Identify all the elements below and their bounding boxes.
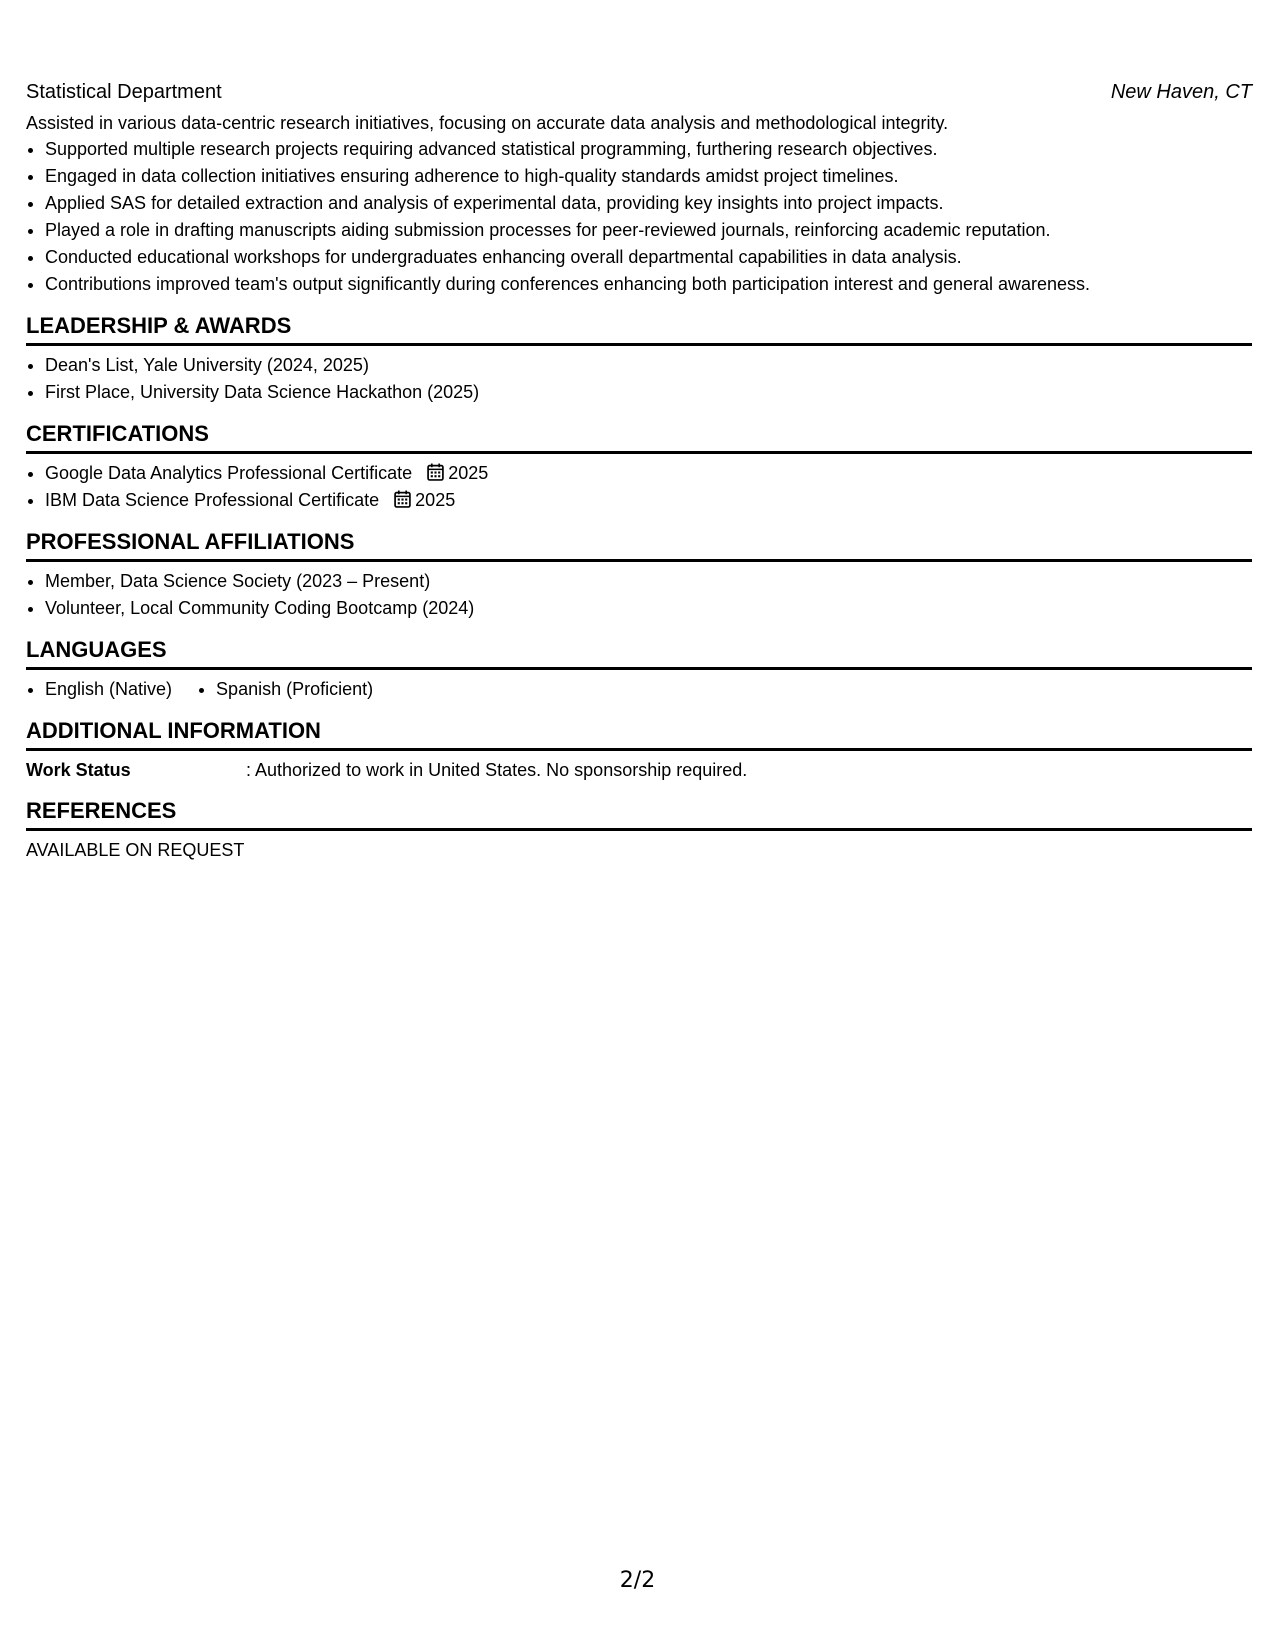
leadership-list (26, 352, 1252, 406)
affiliation-item: • Member, Data Science Society (2023 – Present) (45, 568, 1252, 595)
references-text: AVAILABLE ON REQUEST (26, 840, 245, 860)
certification-name: IBM Data Science Professional Certificate (45, 490, 380, 510)
calendar-icon (394, 490, 411, 508)
certification-item (45, 460, 1252, 487)
certification-year: 2025 (415, 490, 456, 510)
certification-year: 2025 (448, 463, 489, 483)
resume-page (26, 78, 1252, 863)
leadership-item: • First Place, University Data Science Hackathon (2025) (45, 379, 1252, 406)
certification-item (45, 487, 1252, 514)
affiliations-list (26, 568, 1252, 622)
job-bullet: • Engaged in data collection initiatives ensuring adherence to high-quality standards amidst project timelines. (45, 163, 1252, 190)
work-status-label: Work Status (26, 760, 131, 780)
certifications-heading: CERTIFICATIONS (26, 420, 1252, 454)
job-summary: Assisted in various data-centric research initiatives, focusing on accurate data analysis and methodological integrity. (26, 113, 949, 133)
language-item: • English (Native) (45, 676, 172, 703)
additional-info-heading: ADDITIONAL INFORMATION (26, 717, 1252, 751)
language-item: • Spanish (Proficient) (216, 676, 373, 703)
job-bullet: • Applied SAS for detailed extraction and analysis of experimental data, providing key insights into project impacts. (45, 190, 1252, 217)
job-bullets (26, 136, 1252, 298)
job-header (26, 78, 1252, 106)
languages-heading: LANGUAGES (26, 636, 1252, 670)
languages-list (26, 676, 1252, 703)
job-department: Statistical Department (26, 81, 222, 103)
leadership-heading: LEADERSHIP & AWARDS (26, 312, 1252, 346)
job-bullet: • Played a role in drafting manuscripts aiding submission processes for peer-reviewed journals, reinforcing academic reputation. (45, 217, 1252, 244)
affiliations-heading: PROFESSIONAL AFFILIATIONS (26, 528, 1252, 562)
certification-name: Google Data Analytics Professional Certificate (45, 463, 413, 483)
job-bullet: • Contributions improved team's output significantly during conferences enhancing both participation interest and general awareness. (45, 271, 1252, 298)
references-heading: REFERENCES (26, 797, 1252, 831)
job-bullet: • Conducted educational workshops for undergraduates enhancing overall departmental capabilities in data analysis. (45, 244, 1252, 271)
certifications-list (26, 460, 1252, 514)
work-status-value: : Authorized to work in United States. No sponsorship required. (246, 760, 748, 780)
job-bullet: • Supported multiple research projects requiring advanced statistical programming, furthering research objectives. (45, 136, 1252, 163)
calendar-icon (427, 463, 444, 481)
page-number: 2/2 (619, 1568, 656, 1593)
affiliation-item: • Volunteer, Local Community Coding Bootcamp (2024) (45, 595, 1252, 622)
work-status-row (26, 757, 1252, 783)
leadership-item: • Dean's List, Yale University (2024, 2025) (45, 352, 1252, 379)
job-location: New Haven, CT (1110, 81, 1252, 103)
